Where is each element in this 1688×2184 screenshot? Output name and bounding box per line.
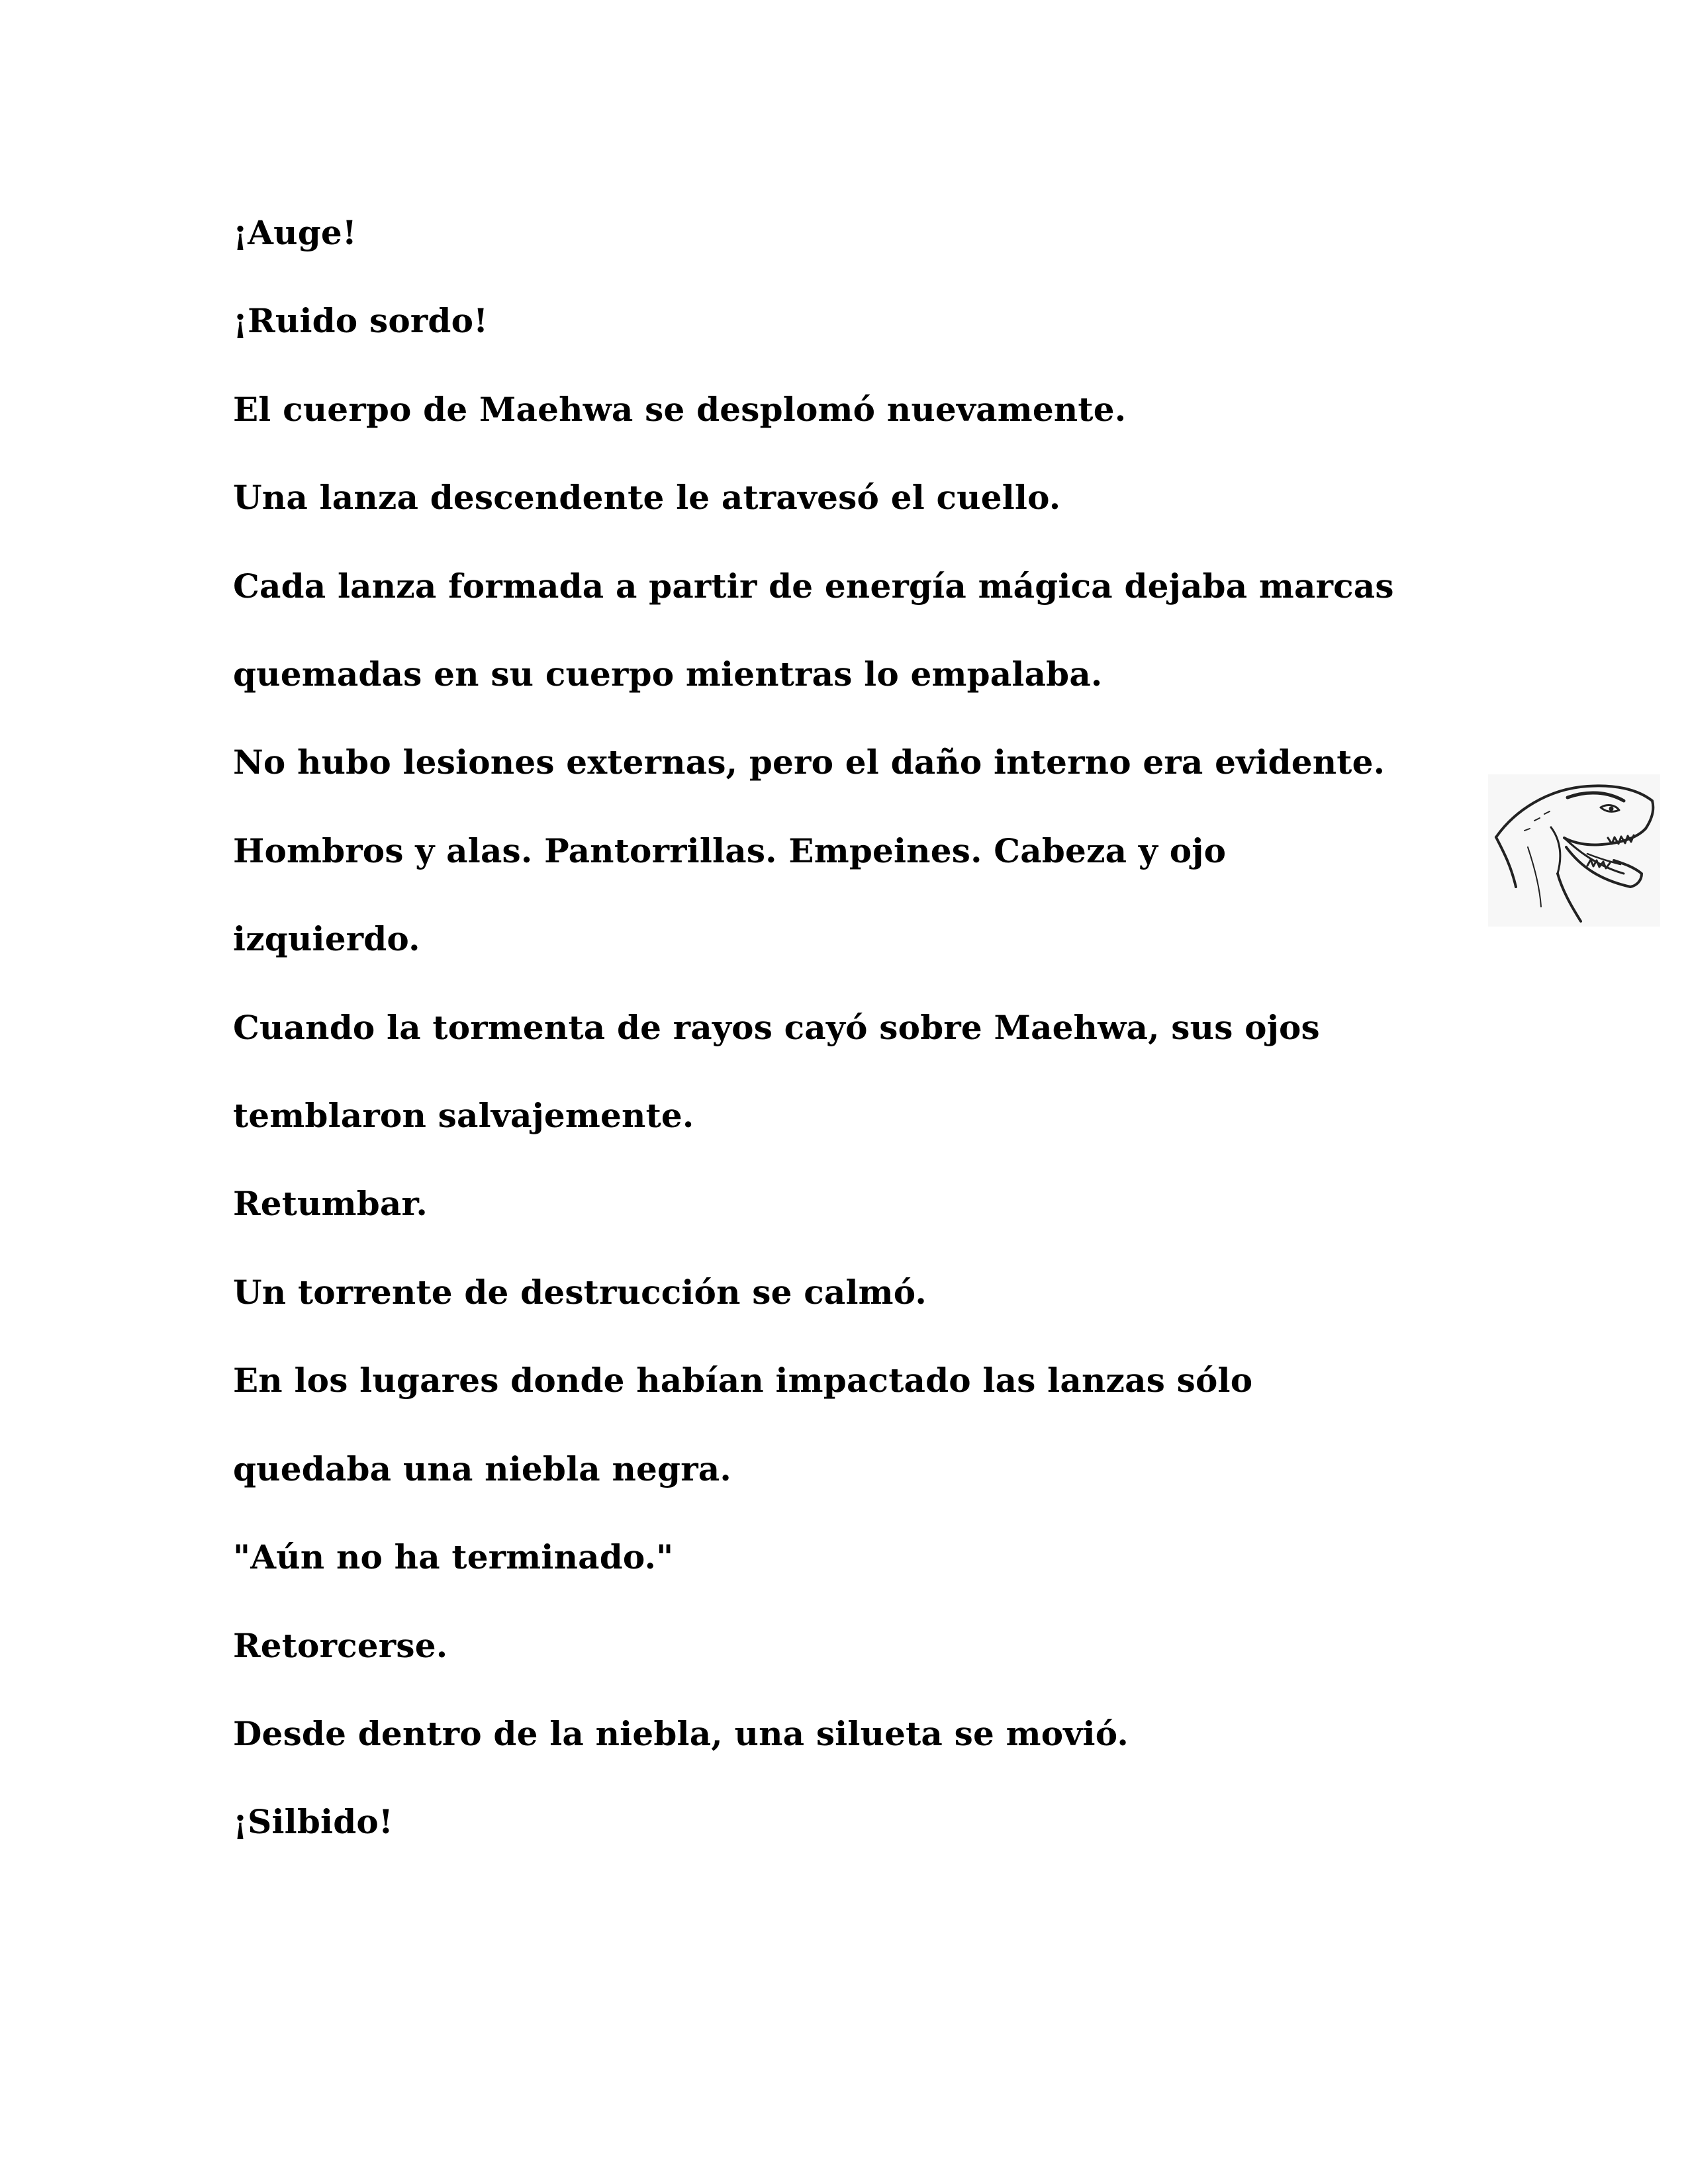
text-line: ¡Silbido! — [233, 1802, 394, 1842]
text-line: quedaba una niebla negra. — [233, 1449, 731, 1488]
text-line: "Aún no ha terminado." — [233, 1537, 674, 1577]
text-line: quemadas en su cuerpo mientras lo empalaba. — [233, 655, 1103, 694]
text-line: No hubo lesiones externas, pero el daño interno era evidente. — [233, 743, 1385, 782]
text-line: Desde dentro de la niebla, una silueta se movió. — [233, 1713, 1129, 1753]
text-line: En los lugares donde habían impactado las lanzas sólo — [233, 1361, 1253, 1400]
text-line: ¡Auge! — [233, 213, 357, 252]
text-line: izquierdo. — [233, 919, 420, 959]
text-line: El cuerpo de Maehwa se desplomó nuevamente. — [233, 389, 1127, 429]
text-line: Retorcerse. — [233, 1625, 448, 1665]
text-line: ¡Ruido sordo! — [233, 301, 489, 341]
text-line: Un torrente de destrucción se calmó. — [233, 1272, 927, 1312]
text-line: Retumbar. — [233, 1184, 428, 1224]
text-line: Una lanza descendente le atravesó el cuello. — [233, 478, 1061, 518]
text-line: Hombros y alas. Pantorrillas. Empeines. Cabeza y ojo — [233, 831, 1227, 870]
text-line: temblaron salvajemente. — [233, 1096, 694, 1136]
body-text — [233, 189, 1491, 1866]
text-line: Cuando la tormenta de rayos cayó sobre Maehwa, sus ojos — [233, 1007, 1320, 1047]
dinosaur-head-sketch-icon — [1488, 774, 1660, 927]
text-line: Cada lanza formada a partir de energía mágica dejaba marcas — [233, 566, 1394, 606]
